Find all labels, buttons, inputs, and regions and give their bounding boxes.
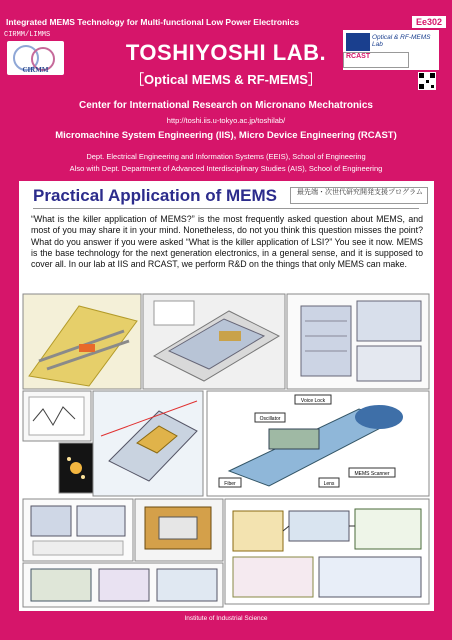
label-voice-lock: Voice Lock <box>300 398 326 404</box>
fig-rf-circuit <box>23 391 91 441</box>
intro-text: “What is the killer application of MEMS?” is the most frequently asked question about MEMS, and most of you may share it in your mind. Nonetheless, do not you think this question misses the point? What do you answer if you were asked “What is the killer application of LSI?” You see it now. MEMS is the base technology for the next generation electronics, in a general sense, and it is supposed to cover all. In our lab at IIS and RCAST, we perform R&D on the things that only MEMS can make. <box>31 214 423 270</box>
fig-switch-array <box>23 294 141 389</box>
fig-mirror-array <box>287 294 429 389</box>
fig-mems-structure <box>143 294 285 389</box>
label-oscillator: Oscillator <box>259 416 281 422</box>
engineering-line: Micromachine System Engineering (IIS), Micro Device Engineering (RCAST) <box>55 130 397 141</box>
rcast-text: RCAST <box>346 53 371 60</box>
fig-pcb-module <box>23 563 223 607</box>
logo-text: CIRMM <box>22 66 49 74</box>
org-short: CIRMM/LIMMS <box>4 31 51 39</box>
fig-emission-image <box>59 443 93 493</box>
footer-institute: Institute of Industrial Science <box>184 615 268 622</box>
dept-line-2: Also with Dept. Department of Advanced Interdisciplinary Studies (AIS), School of Engineering <box>69 164 383 173</box>
fig-mems-scanner <box>207 391 429 496</box>
lab-subtitle: ［Optical MEMS & RF-MEMS］ <box>131 72 321 87</box>
lab-url[interactable]: http://toshi.iis.u-tokyo.ac.jp/toshilab/ <box>166 116 286 125</box>
center-name: Center for International Research on Micronano Mechatronics <box>79 100 373 111</box>
figure-collage <box>19 181 434 611</box>
program-badge-text: 最先端・次世代研究開発支援プログラム <box>297 189 423 196</box>
dept-line-1: Dept. Electrical Engineering and Information Systems (EEIS), School of Engineering <box>86 152 366 161</box>
fig-optical-switch <box>93 391 203 496</box>
fig-chip-photo <box>135 499 223 561</box>
poster-code: Ee302 <box>412 16 446 28</box>
top-bar <box>6 14 446 30</box>
rcast-logo <box>343 52 409 68</box>
label-lens: Lens <box>323 481 335 487</box>
lab-logo-text: Optical & RF-MEMS Lab <box>372 34 431 48</box>
qr-code-icon <box>418 72 436 90</box>
lab-logo-mark <box>346 33 370 51</box>
lab-title: TOSHIYOSHI LAB. <box>125 40 327 65</box>
label-mems-scanner: MEMS Scanner <box>354 471 390 477</box>
content-panel <box>19 181 434 611</box>
panel-title: Practical Application of MEMS <box>33 186 278 205</box>
fig-system-diagram <box>225 499 429 604</box>
label-fiber: Fiber <box>224 481 236 487</box>
theme-text: Integrated MEMS Technology for Multi-functional Low Power Electronics <box>6 17 300 27</box>
fig-actuator-array <box>23 499 133 561</box>
